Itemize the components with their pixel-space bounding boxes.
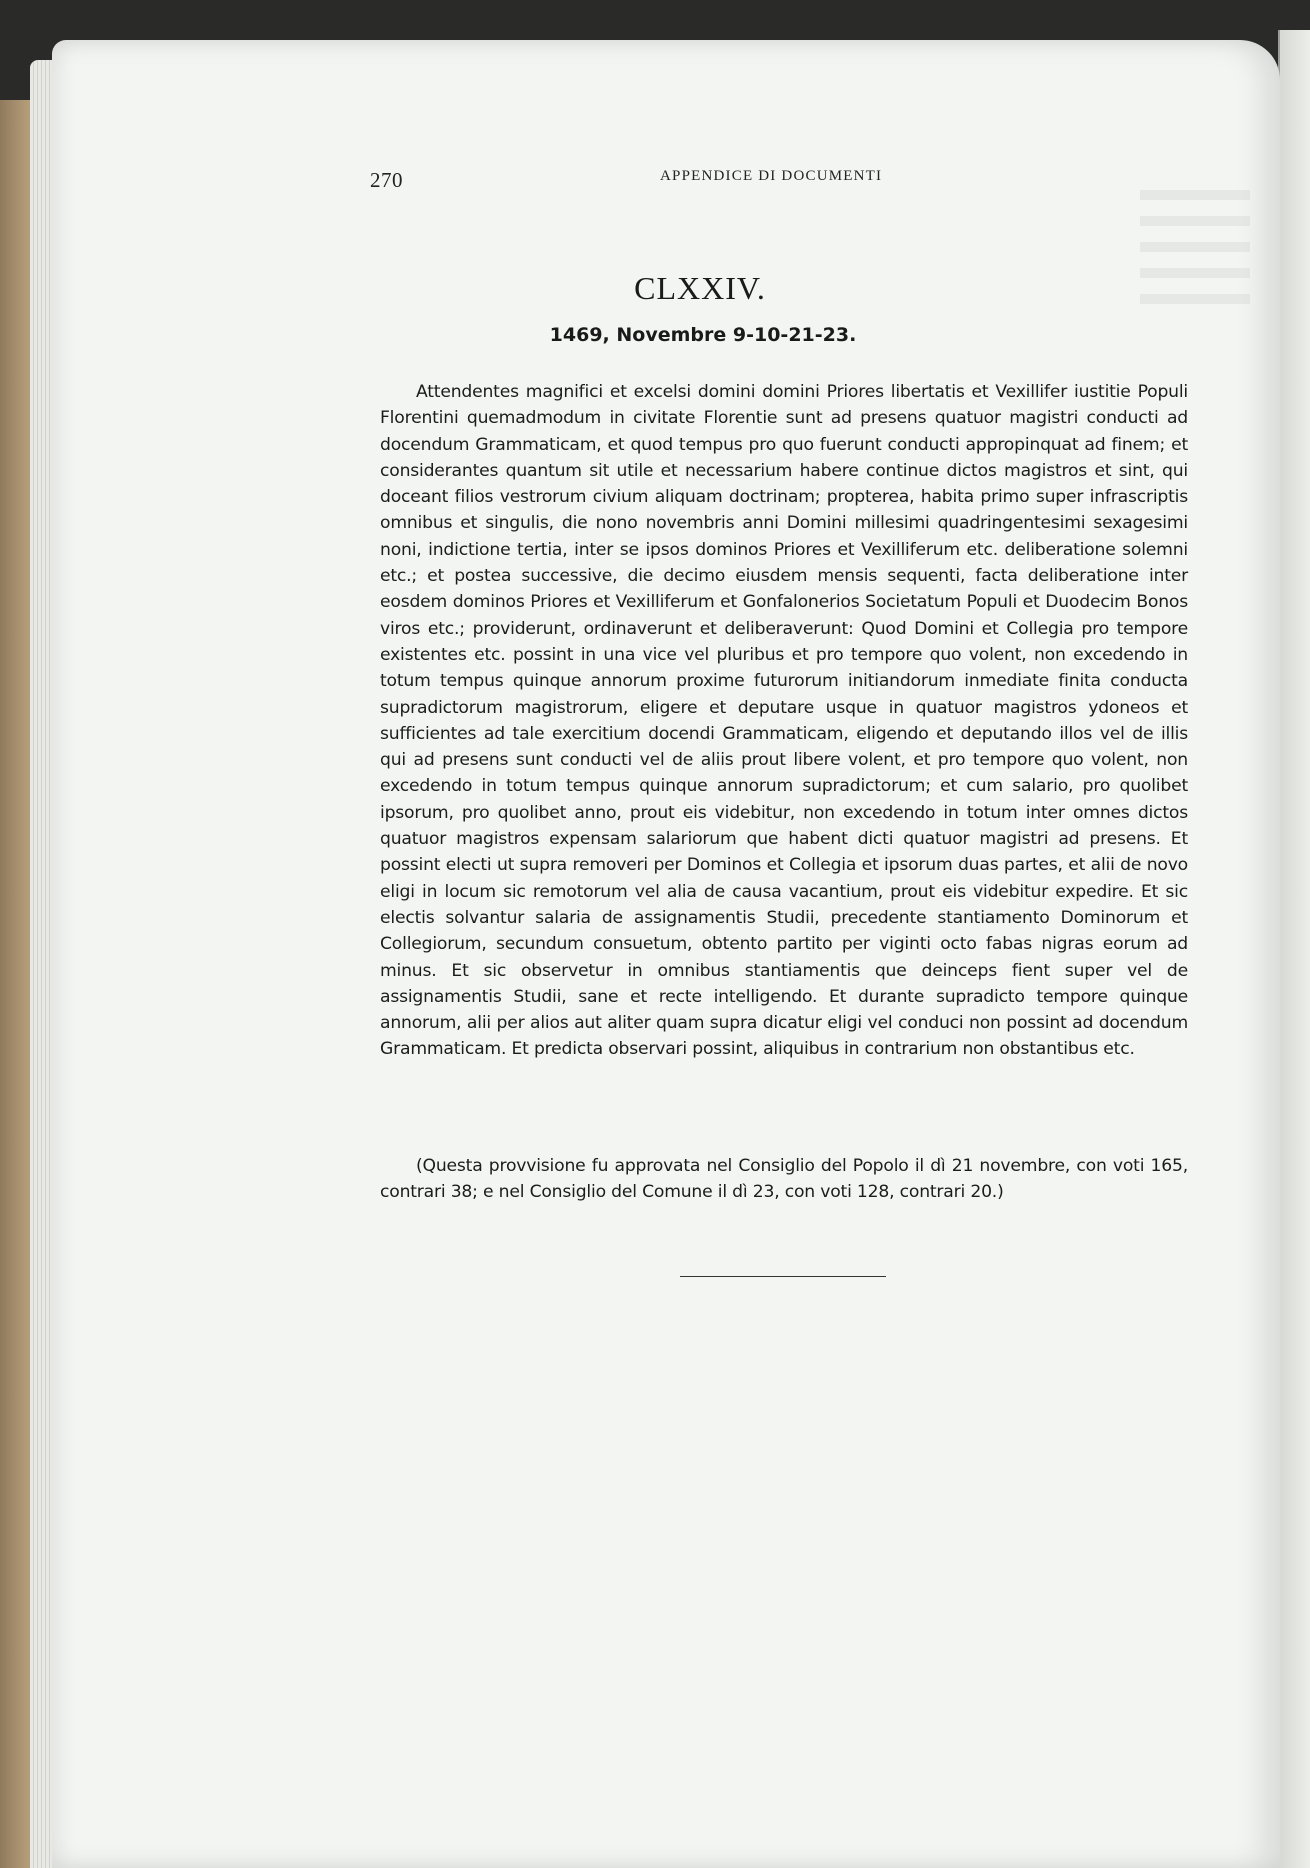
document-number-text: CLXXIV. [634,270,766,306]
running-title: APPENDICE DI DOCUMENTI [660,168,883,184]
document-body: Attendentes magnifici et excelsi domini domini Priores libertatis et Vexillifer iustitie Populi Florentini quemadmodum in civitate Florentie sunt ad presens quatuor magistri conducti ad docendum Grammaticam, et quod tempus pro quo fuerunt conducti appropinquat ad finem; et considerantes quantum sit utile et necessarium habere continue dictos magistros et sint, qui doceant filios vestrorum civium aliquam doctrinam; propterea, habita primo super infrascriptis omnibus et singulis, die nono novembris anni Domini millesimi quadringentesimi sexagesimi noni, indictione tertia, inter se ipsos dominos Priores et Vexilliferum etc. deliberatione solemni etc.; et postea successive, die decimo eiusdem mensis sequenti, facta deliberatione inter eosdem dominos Priores et Vexilliferum et Gonfalonerios Societatum Populi et Duodecim Bonos viros etc.; providerunt, ordinaverunt et deliberaverunt: Quod Domini et Collegia pro tempore existentes etc. possint in una vice vel pluribus et pro tempore quo volent, non excedendo in totum tempus quinque annorum proxime futurorum initiandorum inmediate finita conducta supradictorum magistrorum, eligere et deputare usque in quatuor magistros ydoneos et sufficientes ad tale exercitium docendi Grammaticam, eligendo et deputando illos vel de illis qui ad presens sunt conducti vel de aliis prout libere volent, et pro tempore quo volent, non excedendo in totum tempus quinque annorum supradictorum; et cum salario, pro quolibet ipsorum, pro quolibet anno, prout eis videbitur, non excedendo in totum inter omnes dictos quatuor magistros expensam salariorum que habent dicti quatuor magistri ad presens. Et possint electi ut supra removeri per Dominos et Collegia et ipsorum duas partes, et alii de novo eligi in locum sic remotorum vel alia de causa vacantium, prout eis videbitur expedire. Et sic electis solvantur salaria de assignamentis Studii, precedente stantiamento Dominorum et Collegiorum, secundum consuetum, obtento partito per viginti octo fabas nigras eorum ad minus. Et sic observetur in omnibus stantiamentis que deinceps fient super vel de assignamentis Studii, sane et recte intelligendo. Et durante supradicto tempore quinque annorum, alii per alios aut aliter quam supra dicatur eligi vel conduci non possint ad docendum Grammaticam. Et predicta observari possint, aliquibus in contrarium non obstantibus etc. [380,382,1188,1060]
document-number [0,270,1310,307]
page-number: 270 [370,168,403,192]
approval-note: (Questa provvisione fu approvata nel Consiglio del Popolo il dì 21 novembre, con voti 165, contrari 38; e nel Consiglio del Comune il dì 23, con voti 128, contrari 20.) [380,1156,1188,1203]
document-date [0,324,1310,346]
closing-rule [680,1276,886,1277]
document-date-text: 1469, Novembre 9-10-21-23. [549,324,857,346]
